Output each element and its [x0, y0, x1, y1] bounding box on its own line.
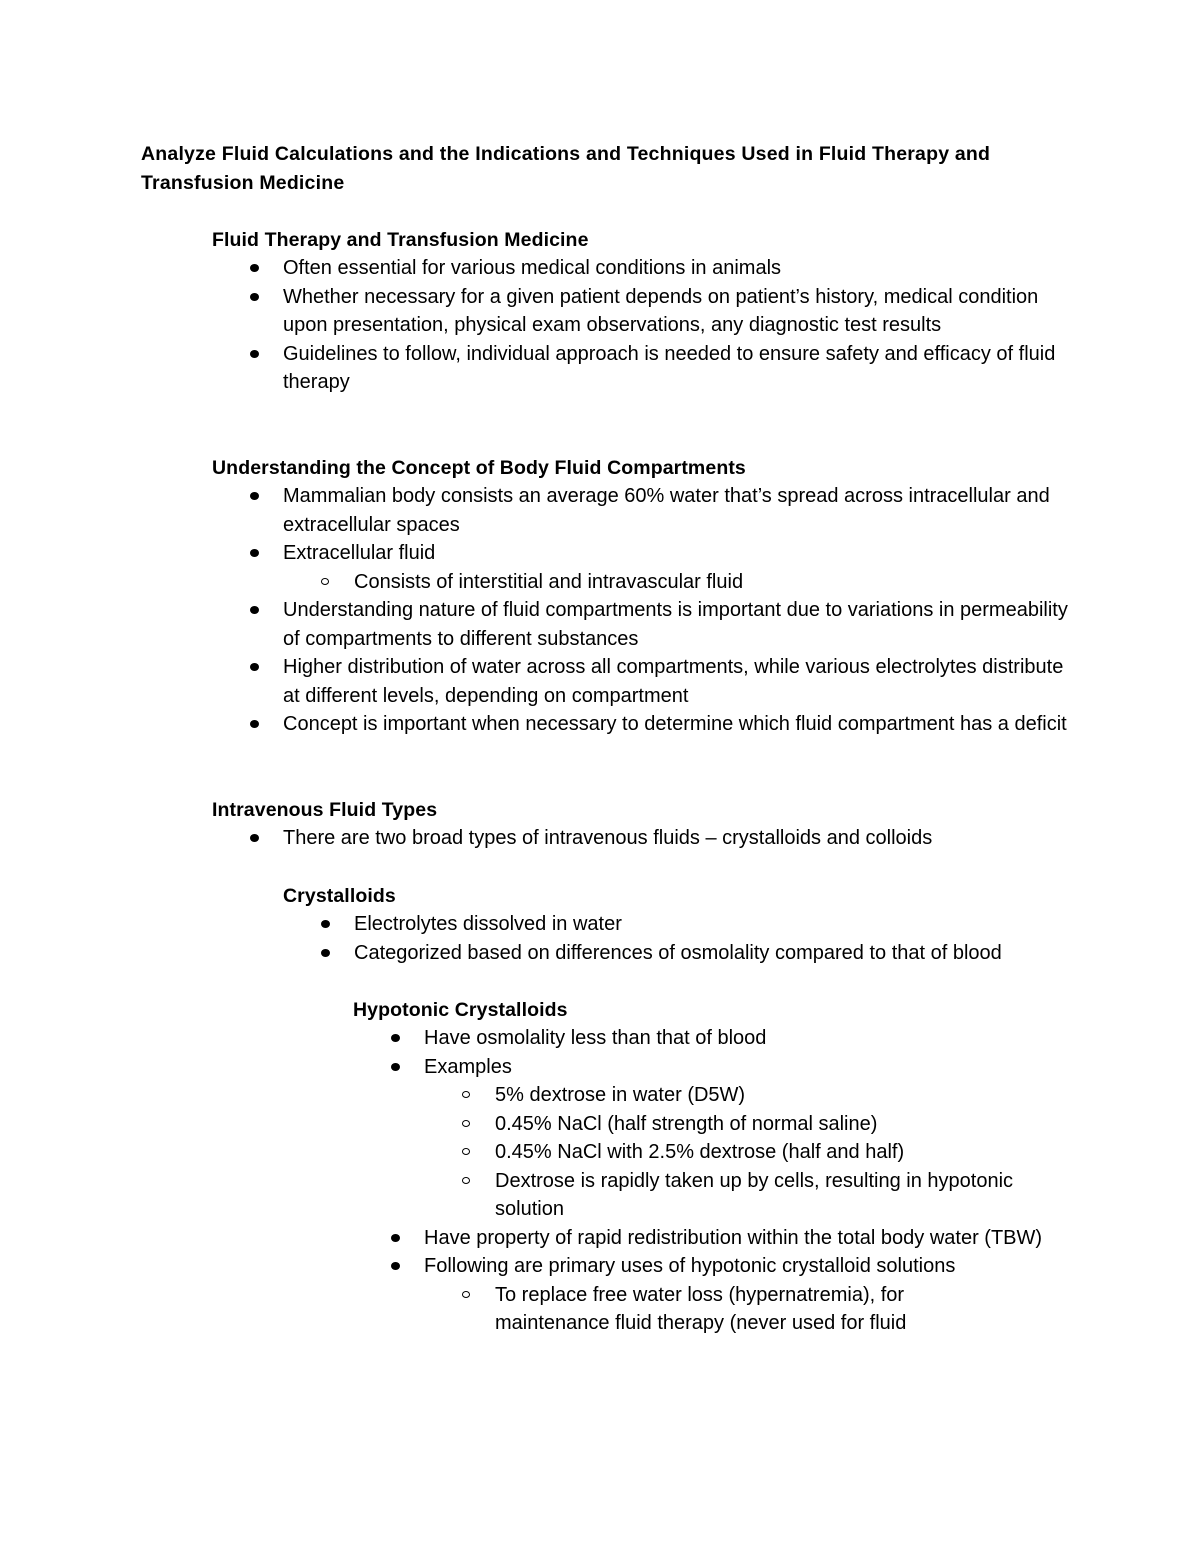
sub-list-item: 0.45% NaCl (half strength of normal saline)	[424, 1110, 1073, 1139]
sub-list-item: 0.45% NaCl with 2.5% dextrose (half and half)	[424, 1138, 1073, 1167]
hollow-bullet-icon	[462, 1177, 470, 1184]
bullet-icon	[391, 1034, 400, 1042]
list-item: Whether necessary for a given patient depends on patient’s history, medical condition upon presentation, physical exam observations, any diagnostic test results	[212, 283, 1072, 340]
list-item: Often essential for various medical conditions in animals	[212, 254, 1072, 283]
list-item: Concept is important when necessary to determine which fluid compartment has a deficit	[212, 710, 1072, 739]
list-body-fluid-compartments	[212, 482, 1072, 739]
list-item: Understanding nature of fluid compartments is important due to variations in permeability of compartments to different substances	[212, 596, 1072, 653]
sub-list-item: To replace free water loss (hypernatremia), for maintenance fluid therapy (never used for fluid	[424, 1281, 944, 1338]
list-item: Higher distribution of water across all compartments, while various electrolytes distribute at different levels, depending on compartment	[212, 653, 1072, 710]
heading-body-fluid-compartments: Understanding the Concept of Body Fluid Compartments	[212, 457, 746, 479]
list-item: Examples 5% dextrose in water (D5W) 0.45% NaCl (half strength of normal saline) 0.45% NaCl with 2.5% dextrose (half and half) Dextrose is rapidly taken up by cells, resulting in hypotonic solution	[353, 1053, 1073, 1224]
list-intravenous-fluid-types	[212, 824, 1072, 853]
list-item: There are two broad types of intravenous fluids – crystalloids and colloids	[212, 824, 1072, 853]
sub-list-item: Dextrose is rapidly taken up by cells, resulting in hypotonic solution	[424, 1167, 1073, 1224]
bullet-icon	[250, 606, 259, 614]
hollow-bullet-icon	[462, 1148, 470, 1155]
bullet-icon	[250, 663, 259, 671]
sub-list	[283, 568, 1072, 597]
hollow-bullet-icon	[321, 578, 329, 585]
heading-fluid-therapy: Fluid Therapy and Transfusion Medicine	[212, 229, 589, 251]
bullet-icon	[250, 492, 259, 500]
bullet-icon	[391, 1234, 400, 1242]
bullet-icon	[321, 949, 330, 957]
bullet-icon	[250, 720, 259, 728]
list-crystalloids	[283, 910, 1083, 967]
list-item: Guidelines to follow, individual approach is needed to ensure safety and efficacy of fluid therapy	[212, 340, 1072, 397]
heading-intravenous-fluid-types: Intravenous Fluid Types	[212, 799, 438, 821]
sub-list-item: Consists of interstitial and intravascular fluid	[283, 568, 1072, 597]
list-item: Electrolytes dissolved in water	[283, 910, 1083, 939]
hollow-bullet-icon	[462, 1091, 470, 1098]
list-item: Following are primary uses of hypotonic crystalloid solutions To replace free water loss (hypernatremia), for maintenance fluid therapy (never used for fluid	[353, 1252, 1073, 1338]
hollow-bullet-icon	[462, 1291, 470, 1298]
hollow-bullet-icon	[462, 1120, 470, 1127]
bullet-icon	[321, 920, 330, 928]
list-item: Have osmolality less than that of blood	[353, 1024, 1073, 1053]
list-fluid-therapy	[212, 254, 1072, 397]
bullet-icon	[391, 1063, 400, 1071]
bullet-icon	[250, 350, 259, 358]
uses-sub-list	[424, 1281, 944, 1338]
bullet-icon	[250, 834, 259, 842]
bullet-icon	[250, 264, 259, 272]
sub-list-item: 5% dextrose in water (D5W)	[424, 1081, 1073, 1110]
document-title: Analyze Fluid Calculations and the Indications and Techniques Used in Fluid Therapy and Transfusion Medicine	[141, 143, 991, 194]
list-item: Extracellular fluid Consists of interstitial and intravascular fluid	[212, 539, 1072, 596]
list-item: Have property of rapid redistribution within the total body water (TBW)	[353, 1224, 1073, 1253]
list-hypotonic-crystalloids	[353, 1024, 1073, 1338]
examples-sub-list	[424, 1081, 1073, 1224]
bullet-icon	[250, 293, 259, 301]
list-item: Mammalian body consists an average 60% water that’s spread across intracellular and extracellular spaces	[212, 482, 1072, 539]
bullet-icon	[391, 1262, 400, 1270]
heading-hypotonic-crystalloids: Hypotonic Crystalloids	[353, 999, 568, 1021]
bullet-icon	[250, 549, 259, 557]
list-item: Categorized based on differences of osmolality compared to that of blood	[283, 939, 1083, 968]
heading-crystalloids: Crystalloids	[283, 885, 396, 907]
